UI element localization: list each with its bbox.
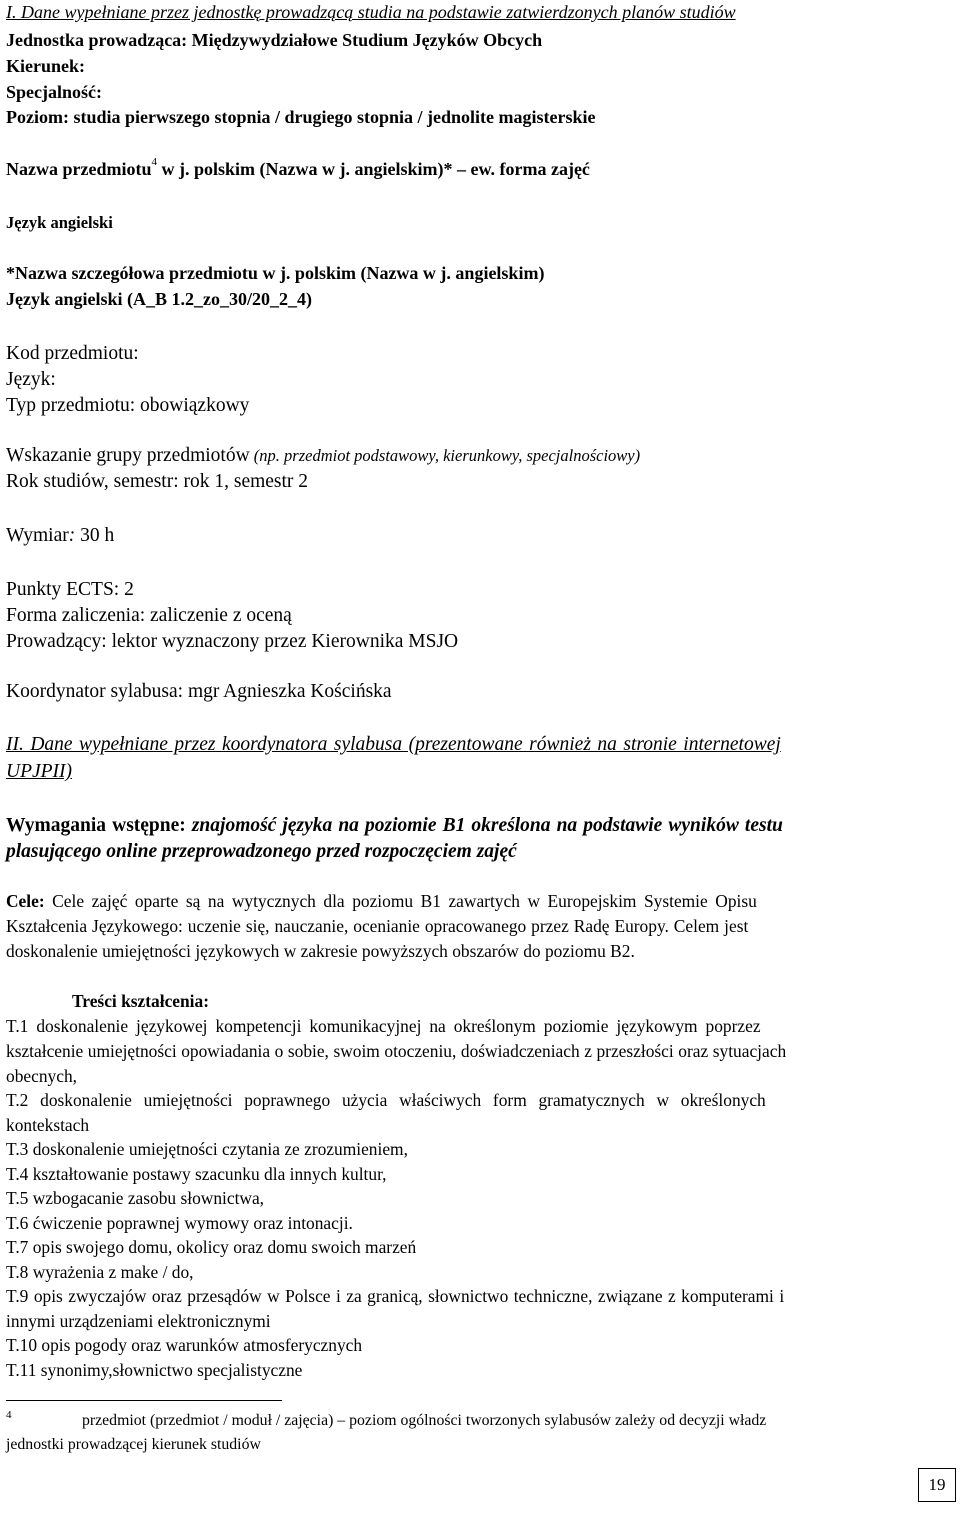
t2-line1: T.2 doskonalenie umiejętności poprawnego użycia właściwych form gramatycznych w określonych bbox=[6, 1090, 766, 1110]
unit-label: Jednostka prowadząca: Międzywydziałowe Studium Języków Obcych bbox=[6, 30, 543, 50]
t8-item: T.8 wyrażenia z make / do, bbox=[6, 1262, 194, 1282]
t2-line2: kontekstach bbox=[6, 1115, 90, 1135]
wymiar-a: Wymiar bbox=[6, 525, 69, 546]
cele-line3: doskonalenie umiejętności językowych w zakresie powyższych obszarów do poziomu B2. bbox=[6, 941, 635, 961]
prowadzacy-label: Prowadzący: lektor wyznaczony przez Kierownika MSJO bbox=[6, 631, 459, 652]
footnote-marker: 4 bbox=[6, 1409, 12, 1421]
t9-line1: T.9 opis zwyczajów oraz przesądów w Polsce i za granicą, słownictwo techniczne, związane z komputerami i bbox=[6, 1286, 785, 1306]
footnote-line1: przedmiot (przedmiot / moduł / zajęcia) – poziom ogólności tworzonych sylabusów zależy od decyzji władz bbox=[82, 1412, 767, 1429]
t11-item: T.11 synonimy,słownictwo specjalistyczne bbox=[6, 1360, 303, 1380]
nazwa-szczegolowa-label: *Nazwa szczegółowa przedmiotu w j. polskim (Nazwa w j. angielskim) bbox=[6, 263, 545, 283]
nazwa-szczegolowa-value: Język angielski (A_B 1.2_zo_30/20_2_4) bbox=[6, 289, 312, 309]
grupa-przedmiotow bbox=[6, 446, 640, 466]
t10-item: T.10 opis pogody oraz warunków atmosferycznych bbox=[6, 1335, 363, 1355]
rok-semestr-label: Rok studiów, semestr: rok 1, semestr 2 bbox=[6, 471, 309, 492]
jezyk-angielski-value: Język angielski bbox=[6, 213, 113, 232]
nazwa-a: Nazwa przedmiotu bbox=[6, 159, 152, 179]
cele-label: Cele: bbox=[6, 891, 45, 911]
nazwa-przedmiotu-label bbox=[6, 156, 590, 179]
footnote-ref: 4 bbox=[151, 156, 157, 168]
section2-heading: II. Dane wypełniane przez koordynatora sylabusa (prezentowane również na stronie internetowej bbox=[6, 734, 781, 755]
wymagania-label: Wymagania wstępne: bbox=[6, 815, 192, 836]
tresci-label: Treści kształcenia: bbox=[72, 991, 210, 1011]
cele-text1: Cele zajęć oparte są na wytycznych dla poziomu B1 zawartych w Europejskim Systemie Opisu bbox=[44, 891, 757, 911]
wymiar-label bbox=[6, 526, 114, 546]
t1-line1: T.1 doskonalenie językowej kompetencji komunikacyjnej na określonym poziomie językowym poprzez bbox=[6, 1016, 761, 1036]
grupa-note: (np. przedmiot podstawowy, kierunkowy, specjalnościowy) bbox=[249, 446, 641, 465]
wymagania-line1 bbox=[6, 816, 783, 836]
forma-zaliczenia-label: Forma zaliczenia: zaliczenie z oceną bbox=[6, 605, 292, 626]
t1-line2: kształcenie umiejętności opowiadania o sobie, swoim otoczeniu, doświadczeniach z przeszłości oraz sytuacjach bbox=[6, 1041, 787, 1061]
t6-item: T.6 ćwiczenie poprawnej wymowy oraz intonacji. bbox=[6, 1213, 353, 1233]
wymagania-value: znajomość języka na poziomie B1 określona na podstawie wyników testu bbox=[191, 815, 783, 836]
wymagania-line2: plasującego online przeprowadzonego przed rozpoczęciem zajęć bbox=[6, 841, 517, 862]
grupa-label: Wskazanie grupy przedmiotów bbox=[6, 445, 250, 466]
kod-przedmiotu-label: Kod przedmiotu: bbox=[6, 343, 139, 364]
t3-item: T.3 doskonalenie umiejętności czytania ze zrozumieniem, bbox=[6, 1139, 408, 1159]
koordynator-label: Koordynator sylabusa: mgr Agnieszka Kościńska bbox=[6, 681, 392, 702]
nazwa-b: w j. polskim (Nazwa w j. angielskim)* – ew. forma zajęć bbox=[156, 159, 590, 179]
wymiar-b: : bbox=[68, 525, 81, 546]
cele-line2: Kształcenia Językowego: uczenie się, nauczanie, ocenianie opracowanego przez Radę Europy. Celem jest bbox=[6, 916, 749, 936]
t7-item: T.7 opis swojego domu, okolicy oraz domu swoich marzeń bbox=[6, 1237, 417, 1257]
kierunek-label: Kierunek: bbox=[6, 56, 85, 76]
cele-line1 bbox=[6, 893, 757, 910]
wymiar-c: 30 h bbox=[80, 525, 115, 546]
t5-item: T.5 wzbogacanie zasobu słownictwa, bbox=[6, 1188, 265, 1208]
ects-label: Punkty ECTS: 2 bbox=[6, 579, 134, 600]
footnote-line2: jednostki prowadzącej kierunek studiów bbox=[6, 1436, 261, 1453]
typ-przedmiotu-label: Typ przedmiotu: obowiązkowy bbox=[6, 395, 250, 416]
poziom-label: Poziom: studia pierwszego stopnia / drugiego stopnia / jednolite magisterskie bbox=[6, 107, 596, 127]
jezyk-label: Język: bbox=[6, 369, 56, 390]
specjalnosc-label: Specjalność: bbox=[6, 82, 102, 102]
t1-line3: obecnych, bbox=[6, 1066, 77, 1086]
t9-line2: innymi urządzeniami elektronicznymi bbox=[6, 1311, 271, 1331]
section1-heading: I. Dane wypełniane przez jednostkę prowadzącą studia na podstawie zatwierdzonych planów studiów bbox=[6, 2, 736, 22]
footnote-separator bbox=[6, 1400, 282, 1401]
page-number: 19 bbox=[918, 1468, 956, 1502]
t4-item: T.4 kształtowanie postawy szacunku dla innych kultur, bbox=[6, 1164, 387, 1184]
section2-heading-cont: UPJPII) bbox=[6, 761, 73, 782]
